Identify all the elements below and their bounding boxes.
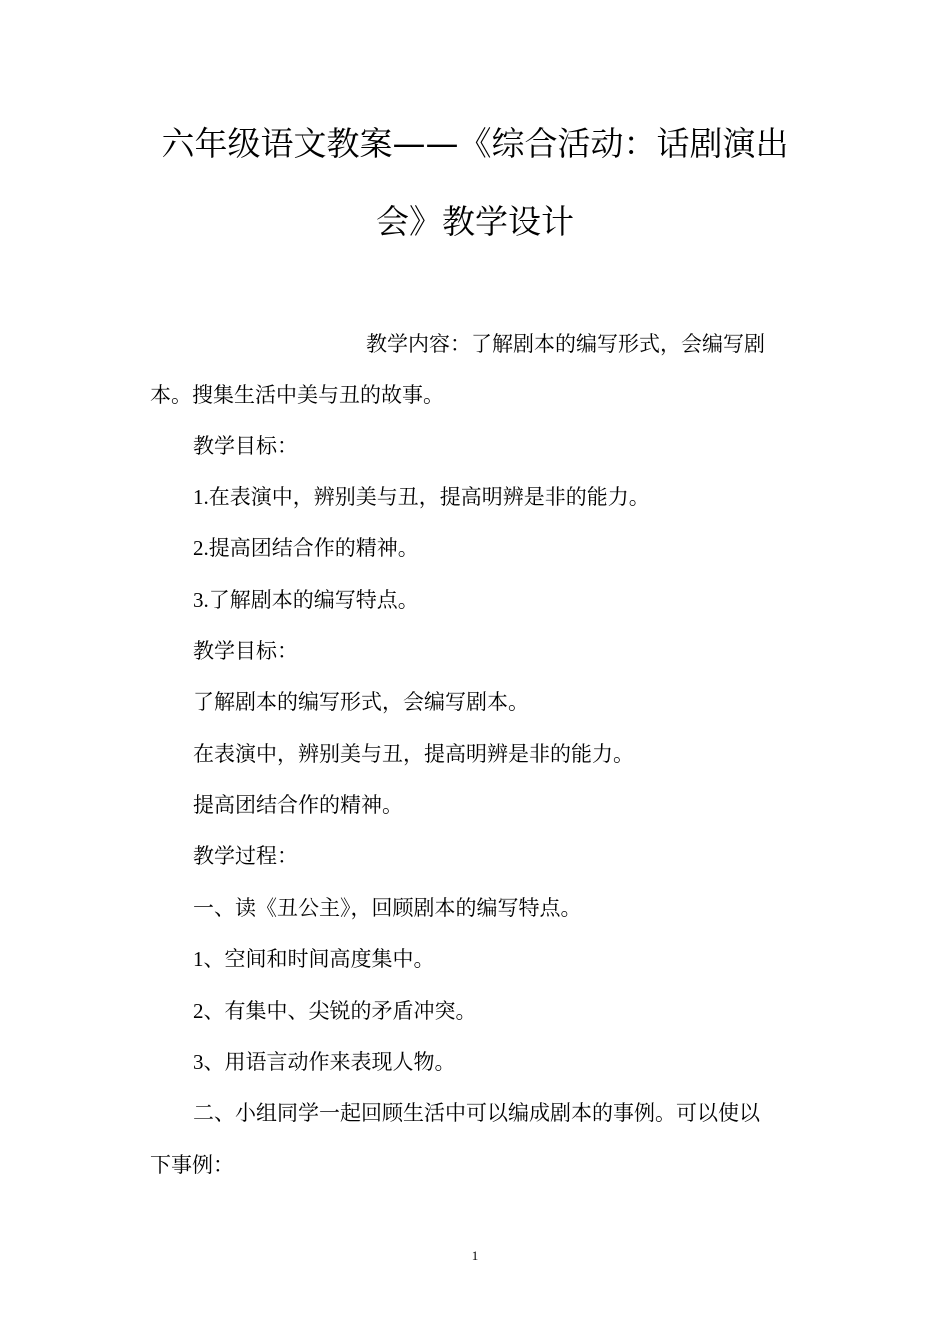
goal-text-3: 提高团结合作的精神。 (193, 793, 403, 817)
process-point-2: 2、有集中、尖锐的矛盾冲突。 (193, 999, 477, 1023)
page-number: 1 (471, 1248, 479, 1263)
process-step-1: 一、读《丑公主》，回顾剧本的编写特点。 (193, 896, 582, 920)
document-title-line-2: 会》教学设计 (376, 202, 574, 241)
goal-item-2: 2.提高团结合作的精神。 (193, 536, 419, 560)
paragraph-teaching-content-cont: 本。搜集生活中美与丑的故事。 (150, 383, 444, 407)
heading-teaching-goals: 教学目标： (193, 434, 298, 458)
goal-text-1: 了解剧本的编写形式，会编写剧本。 (193, 690, 529, 714)
process-point-1: 1、空间和时间高度集中。 (193, 947, 435, 971)
heading-teaching-process: 教学过程： (193, 844, 298, 868)
goal-item-3: 3.了解剧本的编写特点。 (193, 588, 419, 612)
document-title-line-1: 六年级语文教案——《综合活动：话剧演出 (161, 124, 789, 163)
goal-item-1: 1.在表演中，辨别美与丑，提高明辨是非的能力。 (193, 485, 650, 509)
goal-text-2: 在表演中，辨别美与丑，提高明辨是非的能力。 (193, 742, 634, 766)
process-step-2-cont: 下事例： (150, 1153, 234, 1177)
heading-teaching-goals-2: 教学目标： (193, 639, 298, 663)
process-point-3: 3、用语言动作来表现人物。 (193, 1050, 456, 1074)
paragraph-teaching-content: 教学内容：了解剧本的编写形式，会编写剧 (366, 332, 765, 356)
process-step-2: 二、小组同学一起回顾生活中可以编成剧本的事例。可以使以 (193, 1101, 760, 1125)
